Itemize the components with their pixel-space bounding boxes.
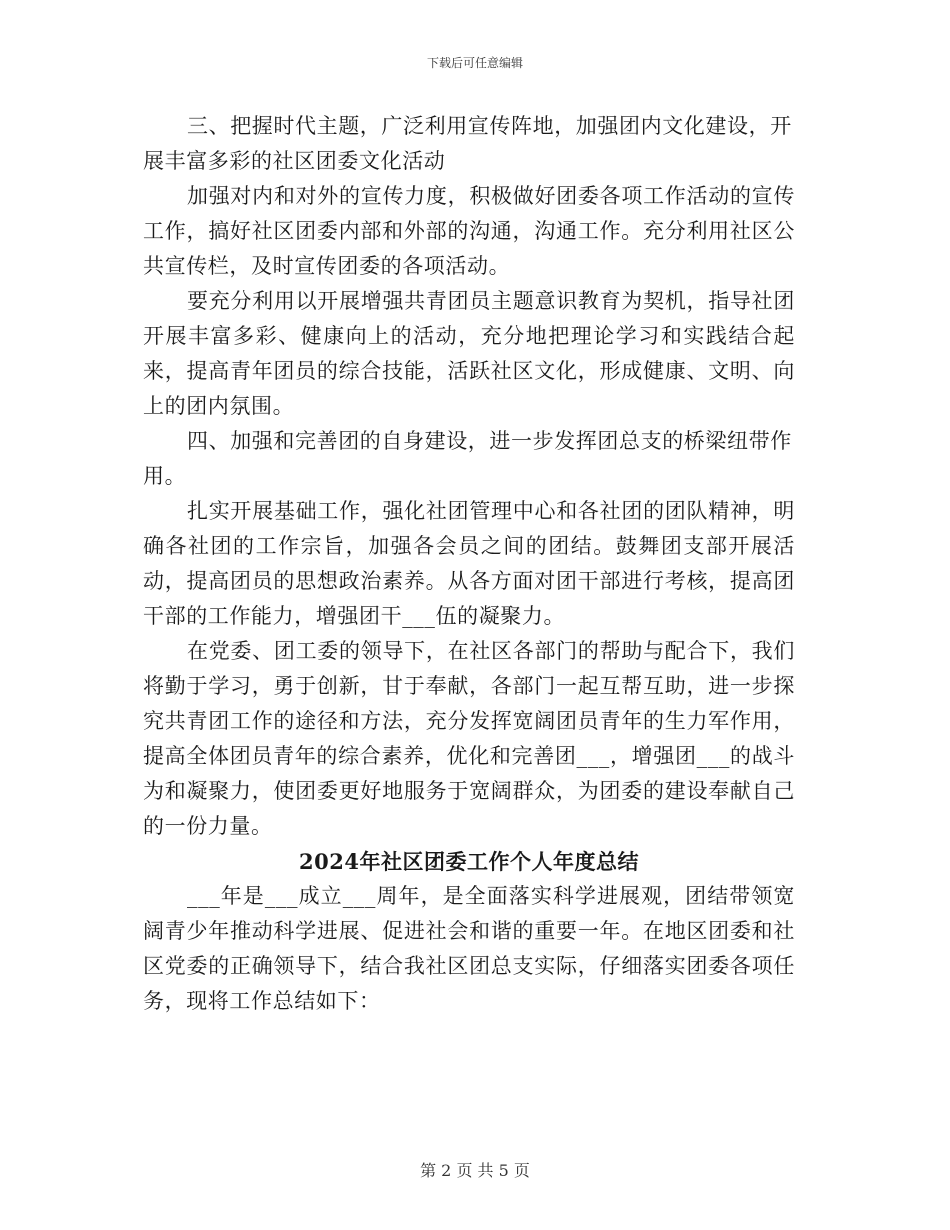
section-3-paragraph-1: 加强对内和对外的宣传力度，积极做好团委各项工作活动的宣传工作，搞好社区团委内部和外部的沟通，沟通工作。充分利用社区公共宣传栏，及时宣传团委的各项活动。 [143,184,795,278]
page-number: 第 2 页 共 5 页 [420,1161,530,1180]
section-3-paragraph-2: 要充分利用以开展增强共青团员主题意识教育为契机，指导社团开展丰富多彩、健康向上的活动，充分地把理论学习和实践结合起来，提高青年团员的综合技能，活跃社区文化，形成健康、文明、向上的团内氛围。 [143,289,795,418]
section-3-heading: 三、把握时代主题，广泛利用宣传阵地，加强团内文化建设，开展丰富多彩的社区团委文化活动 [143,114,792,173]
summary-intro-paragraph: ___年是___成立___周年，是全面落实科学进展观，团结带领宽阔青少年推动科学进展、促进社会和谐的重要一年。在地区团委和社区党委的正确领导下，结合我社区团总支实际，仔细落实团委各项任务，现将工作总结如下： [143,884,795,1013]
section-4-heading: 四、加强和完善团的自身建设，进一步发挥团总支的桥梁纽带作用。 [143,429,792,488]
summary-title: 2024年社区团委工作个人年度总结 [299,849,639,874]
document-body [143,109,795,1019]
section-4-paragraph-2: 在党委、团工委的领导下，在社区各部门的帮助与配合下，我们将勤于学习，勇于创新，甘于奉献，各部门一起互帮互助，进一步探究共青团工作的途径和方法，充分发挥宽阔团员青年的生力军作用，提高全体团员青年的综合素养，优化和完善团___，增强团___的战斗为和凝聚力，使团委更好地服务于宽阔群众，为团委的建设奉献自己的一份力量。 [143,639,795,838]
section-4-paragraph-1: 扎实开展基础工作，强化社团管理中心和各社团的团队精神，明确各社团的工作宗旨，加强各会员之间的团结。鼓舞团支部开展活动，提高团员的思想政治素养。从各方面对团干部进行考核，提高团干部的工作能力，增强团干___伍的凝聚力。 [143,499,795,628]
header-note: 下载后可任意编辑 [426,56,523,70]
